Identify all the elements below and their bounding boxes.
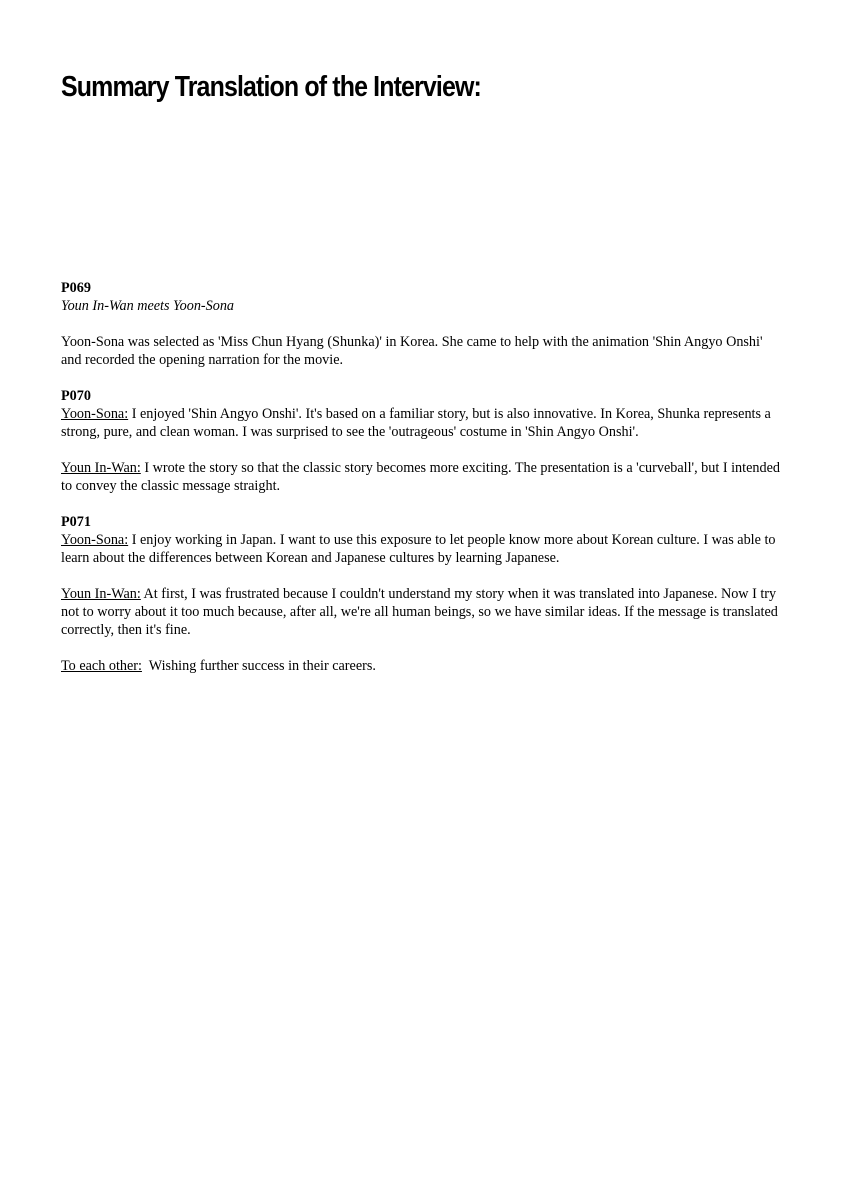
section-code: P070 <box>61 388 91 404</box>
closing-paragraph <box>61 657 781 675</box>
speaker-label: To each other: <box>61 658 142 674</box>
page-title: Summary Translation of the Interview: <box>61 71 481 103</box>
section-p070 <box>61 387 781 495</box>
speaker-label: Youn In-Wan: <box>61 460 141 476</box>
quote-text: I wrote the story so that the classic story becomes more exciting. The presentation is a 'curveball', but I intended to convey the classic message straight. <box>61 460 780 494</box>
section-p071 <box>61 513 781 675</box>
section-p069 <box>61 279 781 369</box>
section-code: P069 <box>61 280 91 296</box>
document-body <box>61 279 781 675</box>
intro-paragraph: Yoon-Sona was selected as 'Miss Chun Hyang (Shunka)' in Korea. She came to help with the animation 'Shin Angyo Onshi' and recorded the opening narration for the movie. <box>61 334 763 368</box>
quote-paragraph <box>61 459 781 495</box>
quote-paragraph <box>61 585 781 639</box>
quote-text: I enjoy working in Japan. I want to use this exposure to let people know more about Korean culture. I was able to learn about the differences between Korean and Japanese cultures by learning Japanese. <box>61 532 776 566</box>
speaker-label: Yoon-Sona: <box>61 532 129 548</box>
quote-text: At first, I was frustrated because I couldn't understand my story when it was translated into Japanese. Now I try not to worry about it too much because, after all, we're all human beings, so we have similar ideas. If the message is translated correctly, then it's fine. <box>61 586 778 638</box>
speaker-label: Youn In-Wan: <box>61 586 141 602</box>
section-code: P071 <box>61 514 91 530</box>
speaker-label: Yoon-Sona: <box>61 406 129 422</box>
quote-text: Wishing further success in their careers. <box>141 658 376 674</box>
quote-text: I enjoyed 'Shin Angyo Onshi'. It's based on a familiar story, but is also innovative. In Korea, Shunka represents a strong, pure, and clean woman. I was surprised to see the 'outrageous' costume in 'Shin Angyo Onshi'. <box>61 406 771 440</box>
section-subtitle: Youn In-Wan meets Yoon-Sona <box>61 298 235 314</box>
quote-paragraph <box>61 531 781 567</box>
quote-paragraph <box>61 405 781 441</box>
